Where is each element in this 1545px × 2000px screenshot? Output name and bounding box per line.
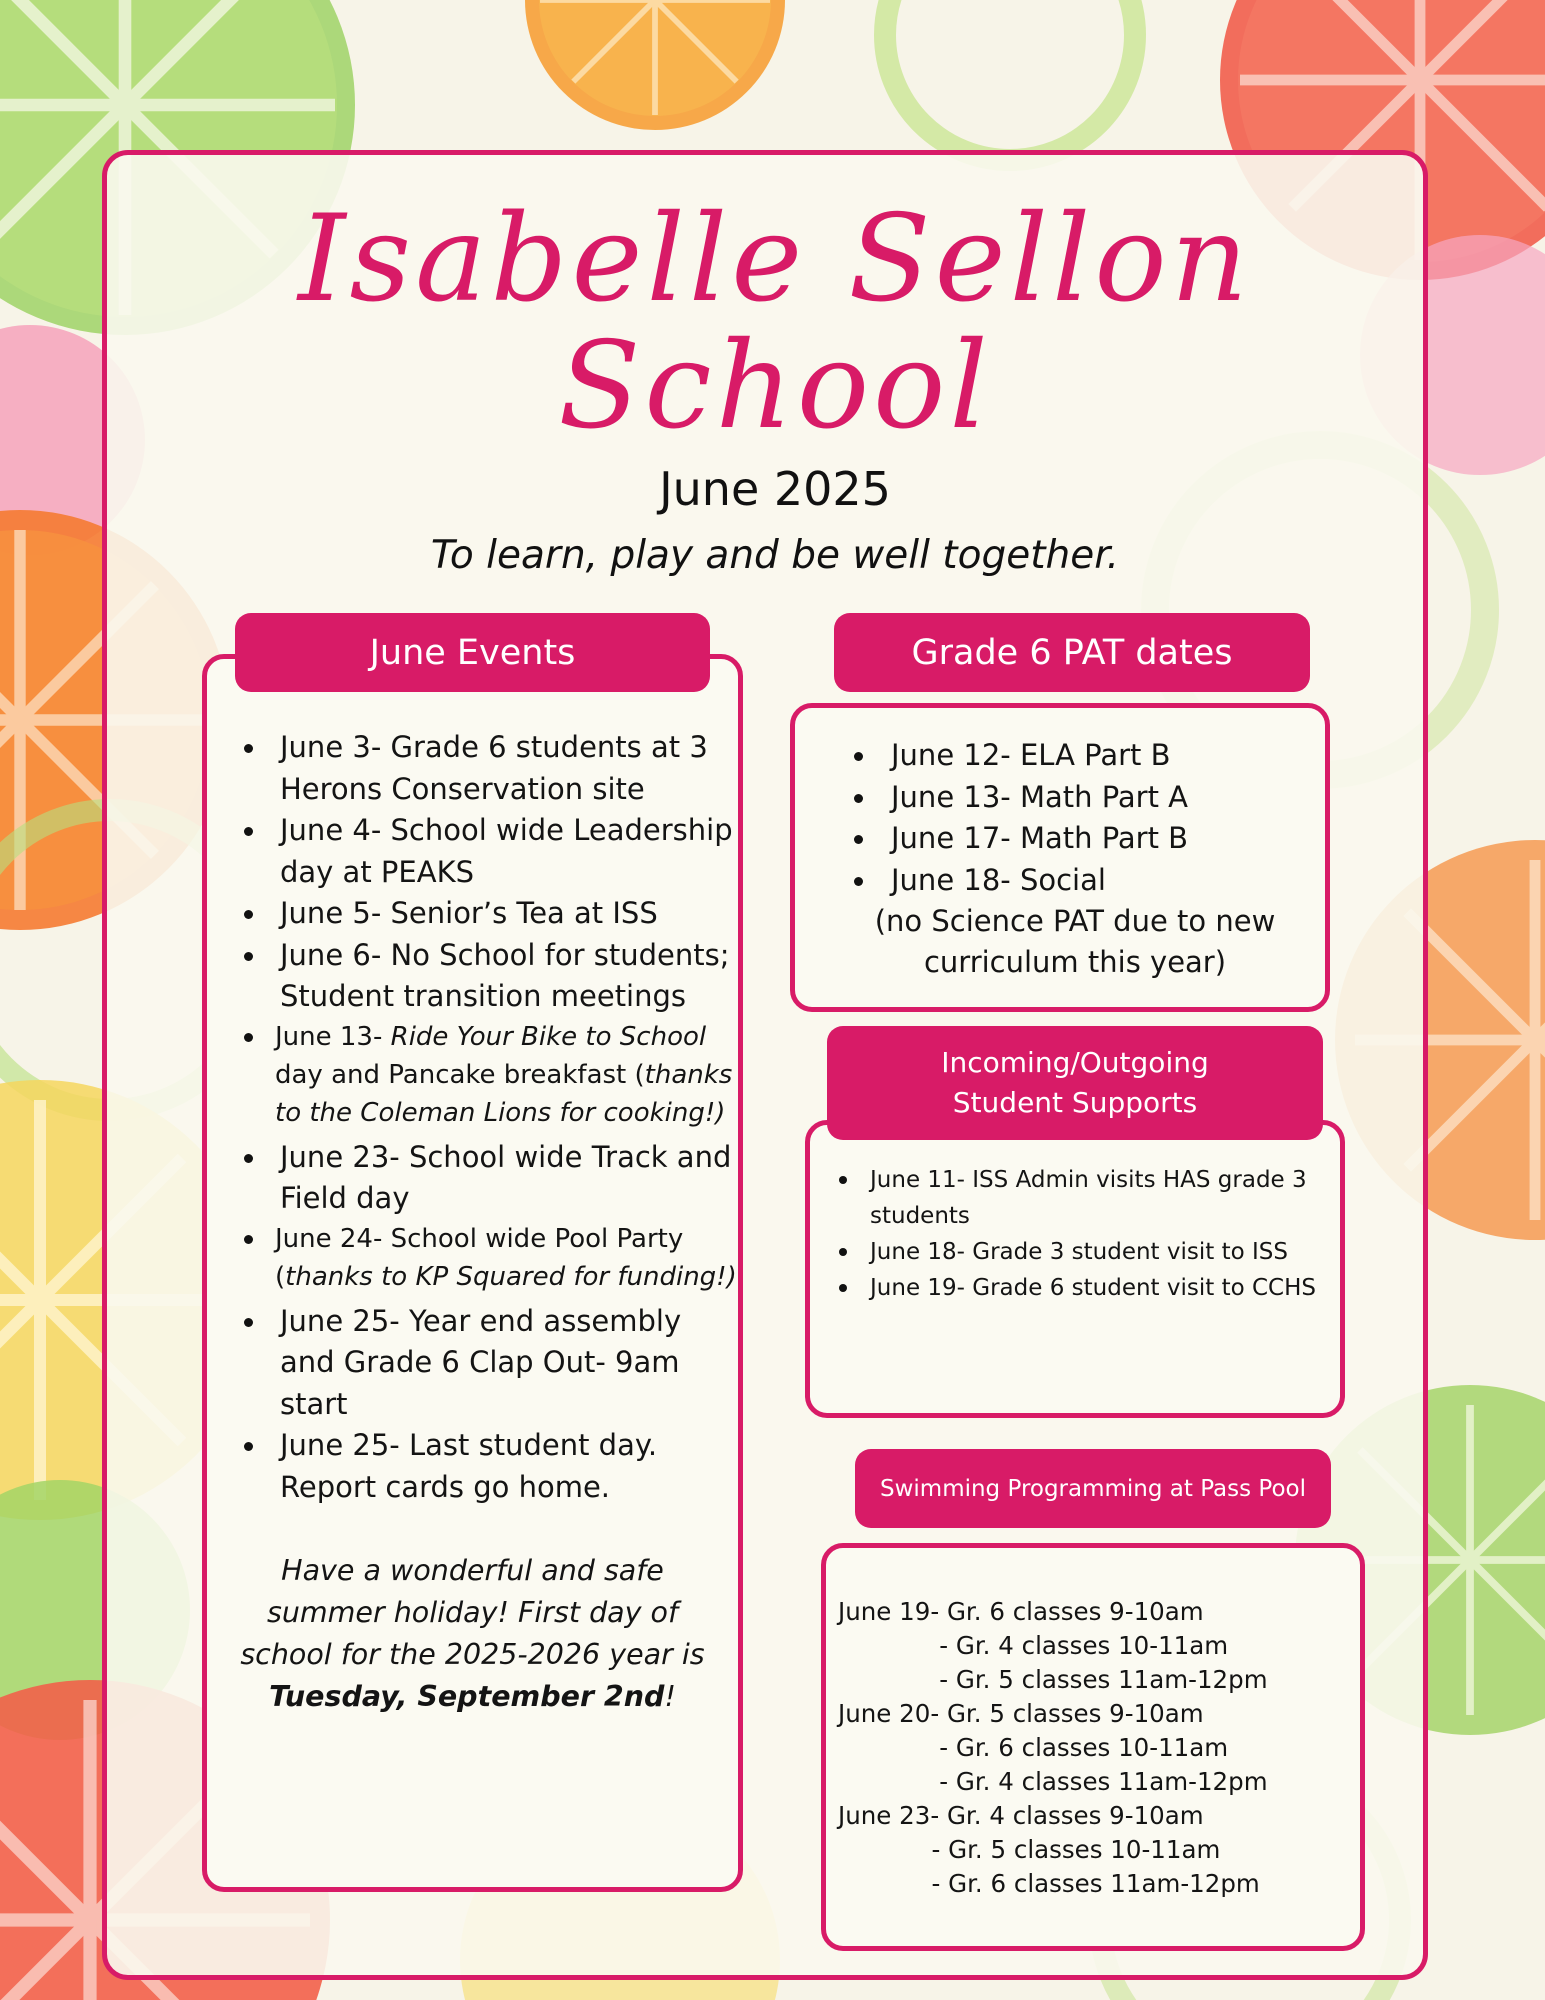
swim-line: June 20- Gr. 5 classes 9-10am xyxy=(838,1699,1204,1728)
swimming-heading-text: Swimming Programming at Pass Pool xyxy=(879,1475,1307,1502)
swimming-heading xyxy=(855,1449,1331,1528)
june-events-box xyxy=(202,654,743,1892)
student-supports-heading-line2: Student Supports xyxy=(952,1086,1198,1119)
swim-line: - Gr. 6 classes 11am-12pm xyxy=(838,1869,1260,1898)
newsletter-month: June 2025 xyxy=(659,462,891,516)
lime-ring-icon xyxy=(885,0,1135,160)
list-item: June 18- Grade 3 student visit to ISS xyxy=(810,1234,1320,1270)
pat-dates-heading xyxy=(834,613,1310,692)
list-item: June 17- Math Part B xyxy=(795,818,1325,860)
swim-line: - Gr. 4 classes 11am-12pm xyxy=(838,1767,1268,1796)
list-item: June 24- School wide Pool Party (thanks to KP Squared for funding!) xyxy=(207,1220,738,1296)
list-item: June 13- Ride Your Bike to School day and Pancake breakfast (thanks to the Coleman Lions for cooking!) xyxy=(207,1018,738,1132)
swim-line: - Gr. 5 classes 11am-12pm xyxy=(838,1665,1268,1694)
swimming-schedule-box xyxy=(821,1543,1365,1951)
list-item: June 11- ISS Admin visits HAS grade 3 students xyxy=(810,1162,1320,1234)
school-name-line2: School xyxy=(558,317,992,456)
swim-line: - Gr. 4 classes 10-11am xyxy=(838,1631,1229,1660)
list-item: June 18- Social xyxy=(795,860,1325,902)
pat-dates-list xyxy=(795,735,1325,901)
list-item: June 5- Senior’s Tea at ISS xyxy=(207,893,738,935)
list-item: June 3- Grade 6 students at 3 Herons Conservation site xyxy=(207,727,738,810)
swim-line: - Gr. 5 classes 10-11am xyxy=(838,1835,1221,1864)
june-events-list xyxy=(207,727,738,1508)
list-item: June 4- School wide Leadership day at PEAKS xyxy=(207,810,738,893)
student-supports-heading-line1: Incoming/Outgoing xyxy=(941,1046,1209,1079)
list-item: June 13- Math Part A xyxy=(795,777,1325,819)
pat-dates-heading-text: Grade 6 PAT dates xyxy=(911,632,1233,673)
first-day-date: Tuesday, September 2nd xyxy=(269,1680,665,1713)
summer-closing-message: Have a wonderful and safe summer holiday! First day of school for the 2025-2026 year is Tuesday, September 2nd! xyxy=(240,1554,705,1713)
list-item: June 19- Grade 6 student visit to CCHS xyxy=(810,1270,1320,1306)
student-supports-box xyxy=(805,1120,1345,1418)
student-supports-heading xyxy=(827,1026,1323,1140)
list-item: June 25- Last student day. Report cards go home. xyxy=(207,1425,738,1508)
list-item: June 12- ELA Part B xyxy=(795,735,1325,777)
list-item: June 25- Year end assembly and Grade 6 Clap Out- 9am start xyxy=(207,1301,738,1426)
pat-dates-box xyxy=(790,703,1330,1012)
school-name-line1: Isabelle Sellon xyxy=(298,190,1252,329)
swim-line: June 19- Gr. 6 classes 9-10am xyxy=(838,1597,1204,1626)
list-item: June 23- School wide Track and Field day xyxy=(207,1137,738,1220)
pat-note: (no Science PAT due to new curriculum this year) xyxy=(874,904,1276,979)
student-supports-list xyxy=(810,1162,1320,1306)
list-item: June 6- No School for students; Student transition meetings xyxy=(207,935,738,1018)
june-events-heading-text: June Events xyxy=(369,632,576,673)
june-events-heading xyxy=(235,613,710,692)
swim-line: June 23- Gr. 4 classes 9-10am xyxy=(838,1801,1204,1830)
school-motto: To learn, play and be well together. xyxy=(430,533,1120,578)
swim-line: - Gr. 6 classes 10-11am xyxy=(838,1733,1229,1762)
